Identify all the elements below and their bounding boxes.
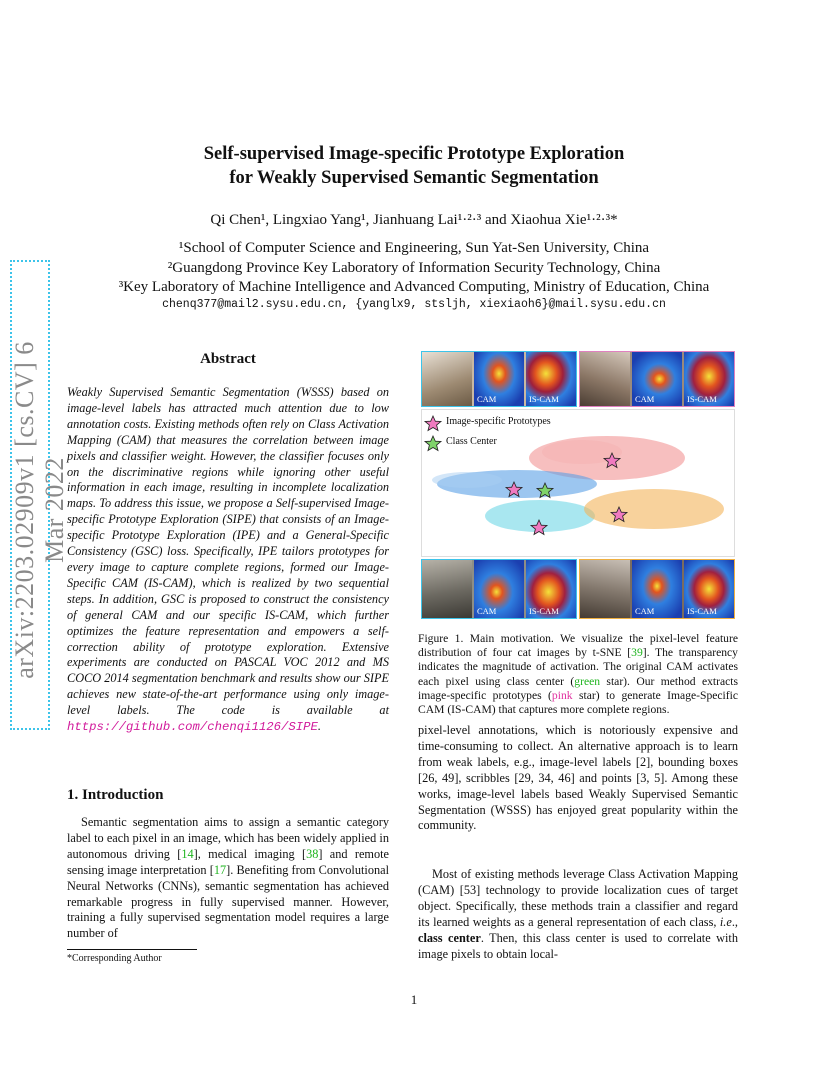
p2-text-c: . Then, this class center is used to correlate with image pixels to obtain local- xyxy=(418,930,738,961)
iscam-tag: IS-CAM xyxy=(529,394,559,404)
cam-map-4 xyxy=(632,560,682,618)
intro-text-d: ]. Benefiting from Convolutional Neural Networks (CNNs), semantic segmentation has achieved remarkable progress in fully supervised manner. However, training a fully supervised segmentation model requires a large number of xyxy=(67,862,389,941)
p2-text-b: ., xyxy=(731,914,738,929)
top-left-image-strip xyxy=(421,351,577,407)
iscam-map-2 xyxy=(684,352,734,406)
cam-map-1 xyxy=(474,352,524,406)
page-number: 1 xyxy=(410,992,418,1007)
arxiv-id: arXiv:2203.02909v1 [cs.CV] 6 Mar 2022 xyxy=(10,341,69,679)
cam-map-3 xyxy=(474,560,524,618)
right-col-paragraph-1: pixel-level annotations, which is notoriously expensive and time-consuming to collect. An alternative approach is to learn from weak labels, e.g., image-level labels [2], bounding boxes [26, 49], scribbles [29, 34, 46] and points [3, 5]. Among these works, image-level labels based Weakly Supervised Semantic Segmentation (WSSS) has enjoyed great popularity within the community. xyxy=(418,723,738,833)
figure-1 xyxy=(421,351,735,619)
intro-text-c: ] and remote sensing image interpretation [ xyxy=(67,846,389,877)
abstract-heading: Abstract xyxy=(200,351,256,367)
right-col-paragraph-2 xyxy=(418,867,738,962)
legend-pink-star-icon xyxy=(425,416,441,431)
abstract-text: Weakly Supervised Semantic Segmentation (WSSS) based on image-level labels has attracted much attention due to low annotation costs. Existing methods often rely on Class Activation Mapping (CAM) that measures the correlation between image pixels and classifier weight. However, the classifier focuses only on the discriminative regions while ignoring other useful information in each image, resulting in incomplete localization maps. To address this issue, we propose a Self-supervised Image-specific Prototype Exploration (SIPE) that consists of an Image-specific Prototype Exploration (IPE) and a General-Specific Consistency (GSC) loss. Specifically, IPE tailors prototypes for every image to capture complete regions, formed our Image-Specific CAM (IS-CAM), which is realized by two sequential steps. In addition, GSC is proposed to construct the consistency of general CAM and our specific IS-CAM, which further optimizes the feature representation and empowers a self-correction ability of prototype exploration. Extensive experiments are conducted on PASCAL VOC 2012 and MS COCO 2014 segmentation benchmark and results show our SIPE achieves new state-of-the-art performance using only image-level labels. The code is available at xyxy=(67,385,389,718)
cat-photo-2 xyxy=(580,352,630,406)
iscam-map-1 xyxy=(526,352,576,406)
top-right-image-strip xyxy=(579,351,735,407)
p2-ie: i.e xyxy=(719,914,732,929)
caption-text-c: star). Our method extracts image-specific prototypes ( xyxy=(418,674,738,702)
legend-prototypes: Image-specific Prototypes xyxy=(446,416,551,427)
affiliation-2: ²Guangdong Province Key Laboratory of Information Security Technology, China xyxy=(167,260,661,276)
bottom-right-image-strip xyxy=(579,559,735,619)
cam-tag: CAM xyxy=(635,394,655,404)
figure-1-caption xyxy=(418,632,738,717)
cat-photo-3 xyxy=(422,560,472,618)
legend-green-star-icon xyxy=(425,436,441,451)
footnote-rule xyxy=(67,949,197,950)
legend-class-center: Class Center xyxy=(446,436,497,447)
p2-class-center: class center xyxy=(418,930,481,945)
caption-green-word: green xyxy=(574,674,601,688)
cam-tag: CAM xyxy=(477,606,497,616)
citation-39[interactable]: 39 xyxy=(631,646,643,660)
caption-text-d: star) to generate Image-Specific CAM (IS-CAM) that captures more complete regions. xyxy=(418,688,738,717)
abstract-body: Weakly Supervised Semantic Segmentation (WSSS) based on image-level labels has attracted much attention due to low annotation costs. Existing methods often rely on Class Activation Mapping (CAM) that measures the correlation between image pixels and classifier weight. However, the classifier focuses only on the discriminative regions while ignoring other useful information in each image, resulting in incomplete localization maps. To address this issue, we propose a Self-supervised Image-specific Prototype Exploration (SIPE) that consists of an Image-specific Prototype Exploration (IPE) and a General-Specific Consistency (GSC) loss. Specifically, IPE tailors prototypes for every image to capture complete regions, formed our Image-Specific CAM (IS-CAM), which is realized by two sequential steps. In addition, GSC is proposed to construct the consistency of general CAM and our specific IS-CAM, which further optimizes the feature representation and empowers a self-correction ability of prototype exploration. Extensive experiments are conducted on PASCAL VOC 2012 and MS COCO 2014 segmentation benchmark and results show our SIPE achieves new state-of-the-art performance using only image-level labels. The code is available at https://github.com/chenqi1126/SIPE. xyxy=(67,385,389,735)
footnote: *Corresponding Author xyxy=(67,953,162,964)
tsne-scatter xyxy=(422,410,735,557)
affiliation-1: ¹School of Computer Science and Engineering, Sun Yat-Sen University, China xyxy=(178,240,650,256)
citation-17[interactable]: 17 xyxy=(213,862,227,877)
cluster-orange xyxy=(584,489,724,529)
intro-heading: 1. Introduction xyxy=(67,787,164,803)
code-link[interactable]: https://github.com/chenqi1126/SIPE xyxy=(67,720,318,735)
iscam-tag: IS-CAM xyxy=(687,394,717,404)
cam-tag: CAM xyxy=(477,394,497,404)
cam-tag: CAM xyxy=(635,606,655,616)
iscam-tag: IS-CAM xyxy=(687,606,717,616)
caption-text-a: Figure 1. Main motivation. We visualize the pixel-level feature distribution of four cat images by t-SNE [ xyxy=(418,632,738,660)
tsne-plot xyxy=(421,409,735,557)
cat-photo-4 xyxy=(580,560,630,618)
title-line-1: Self-supervised Image-specific Prototype Exploration xyxy=(203,144,625,164)
bottom-left-image-strip xyxy=(421,559,577,619)
cat-photo-1 xyxy=(422,352,472,406)
iscam-tag: IS-CAM xyxy=(529,606,559,616)
citation-14[interactable]: 14 xyxy=(181,846,194,861)
authors: Qi Chen¹, Lingxiao Yang¹, Jianhuang Lai¹·²·³ and Xiaohua Xie¹·²·³* xyxy=(210,212,618,228)
author-emails: chenq377@mail2.sysu.edu.cn, {yanglx9, stsljh, xiexiaoh6}@mail.sysu.edu.cn xyxy=(162,298,666,311)
caption-pink-word: pink xyxy=(551,688,573,702)
iscam-map-4 xyxy=(684,560,734,618)
cluster-blue-light xyxy=(432,472,502,488)
intro-paragraph xyxy=(67,815,389,942)
paper-title xyxy=(0,142,828,190)
citation-38[interactable]: 38 xyxy=(306,846,319,861)
intro-text-b: ], medical imaging [ xyxy=(193,846,307,861)
title-line-2: for Weakly Supervised Semantic Segmentation xyxy=(229,168,599,188)
p2-text-a: Most of existing methods leverage Class Activation Mapping (CAM) [53] technology to provide localization cues of target object. Specifically, these methods train a classifier and regard its learned weights as a general representation of each class, xyxy=(418,867,738,929)
intro-text-a: Semantic segmentation aims to assign a semantic category label to each pixel in an image, which has been widely applied in autonomous driving [ xyxy=(67,815,389,861)
iscam-map-3 xyxy=(526,560,576,618)
caption-text-b: ]. The transparency indicates the magnitude of activation. The original CAM activates each pixel using class center ( xyxy=(418,646,738,688)
cam-map-2 xyxy=(632,352,682,406)
affiliation-3: ³Key Laboratory of Machine Intelligence and Advanced Computing, Ministry of Education, China xyxy=(118,279,710,295)
